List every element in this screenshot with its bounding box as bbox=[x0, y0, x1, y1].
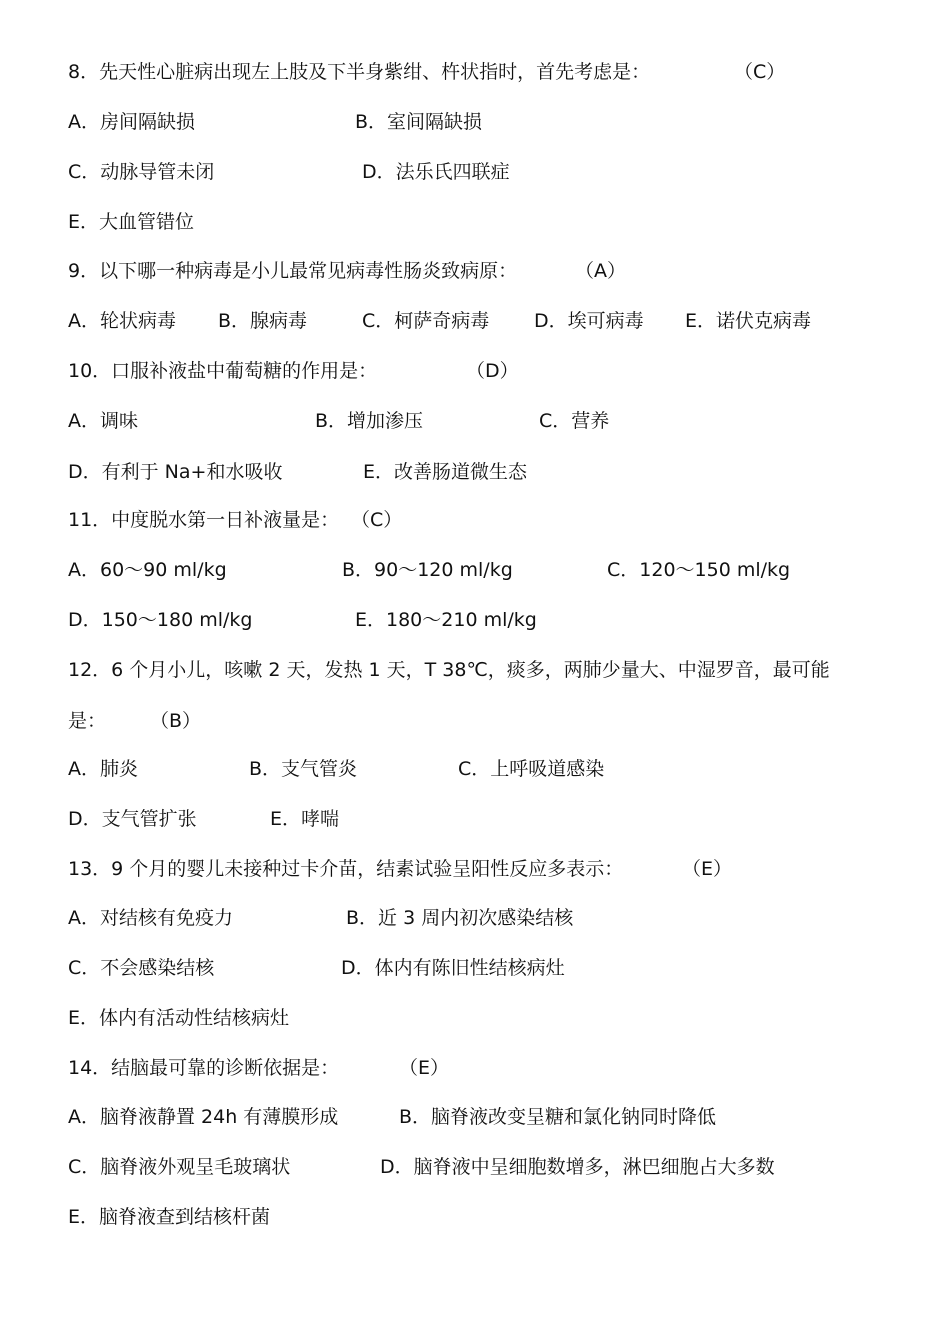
option-c: C．不会感染结核 bbox=[68, 957, 215, 979]
option-a: A．调味 bbox=[68, 410, 138, 432]
option-c: C．脑脊液外观呈毛玻璃状 bbox=[68, 1156, 291, 1178]
option-d: D．支气管扩张 bbox=[68, 808, 197, 830]
question-stem: 8．先天性心脏病出现左上肢及下半身紫绀、杵状指时，首先考虑是： bbox=[68, 61, 651, 83]
option-c: C．上呼吸道感染 bbox=[458, 758, 605, 780]
option-c: C．120～150 ml/kg bbox=[607, 559, 791, 581]
answer-key: （C） bbox=[351, 509, 403, 531]
option-d: D．体内有陈旧性结核病灶 bbox=[341, 957, 565, 979]
answer-key: （B） bbox=[150, 710, 202, 732]
question-stem: 14．结脑最可靠的诊断依据是： bbox=[68, 1057, 340, 1079]
answer-key: （E） bbox=[682, 858, 733, 880]
option-a: A．房间隔缺损 bbox=[68, 111, 195, 133]
option-e: E．脑脊液查到结核杆菌 bbox=[68, 1206, 271, 1228]
option-a: A．脑脊液静置 24h 有薄膜形成 bbox=[68, 1106, 339, 1128]
option-b: B．腺病毒 bbox=[218, 310, 308, 332]
option-e: E．诺伏克病毒 bbox=[685, 310, 812, 332]
option-b: B．支气管炎 bbox=[249, 758, 358, 780]
answer-key: （C） bbox=[734, 61, 786, 83]
option-e: E．180～210 ml/kg bbox=[355, 609, 537, 631]
option-c: C．柯萨奇病毒 bbox=[362, 310, 490, 332]
question-stem: 12．6 个月小儿，咳嗽 2 天，发热 1 天，T 38℃，痰多，两肺少量大、中湿罗音，最可能 bbox=[68, 659, 830, 681]
answer-key: （E） bbox=[399, 1057, 450, 1079]
answer-key: （D） bbox=[466, 360, 519, 382]
option-e: E．大血管错位 bbox=[68, 211, 195, 233]
question-stem: 13．9 个月的婴儿未接种过卡介苗，结素试验呈阳性反应多表示： bbox=[68, 858, 624, 880]
option-c: C．营养 bbox=[539, 410, 610, 432]
option-b: B．近 3 周内初次感染结核 bbox=[346, 907, 574, 929]
option-e: E．体内有活动性结核病灶 bbox=[68, 1007, 290, 1029]
option-e: E．改善肠道微生态 bbox=[363, 461, 528, 483]
option-b: B．室间隔缺损 bbox=[355, 111, 483, 133]
option-a: A．对结核有免疫力 bbox=[68, 907, 233, 929]
option-d: D．法乐氏四联症 bbox=[362, 161, 510, 183]
option-d: D．150～180 ml/kg bbox=[68, 609, 253, 631]
option-c: C．动脉导管未闭 bbox=[68, 161, 215, 183]
option-d: D．脑脊液中呈细胞数增多，淋巴细胞占大多数 bbox=[380, 1156, 775, 1178]
question-stem: 11．中度脱水第一日补液量是： bbox=[68, 509, 340, 531]
question-stem: 9．以下哪一种病毒是小儿最常见病毒性肠炎致病原： bbox=[68, 260, 518, 282]
option-a: A．肺炎 bbox=[68, 758, 138, 780]
answer-key: （A） bbox=[575, 260, 626, 282]
option-a: A．60～90 ml/kg bbox=[68, 559, 227, 581]
question-stem-continuation: 是： bbox=[68, 710, 107, 732]
option-a: A．轮状病毒 bbox=[68, 310, 176, 332]
option-b: B．90～120 ml/kg bbox=[342, 559, 513, 581]
question-stem: 10．口服补液盐中葡萄糖的作用是： bbox=[68, 360, 378, 382]
option-d: D．埃可病毒 bbox=[534, 310, 644, 332]
option-d: D．有利于 Na+和水吸收 bbox=[68, 461, 283, 483]
option-b: B．脑脊液改变呈糖和氯化钠同时降低 bbox=[399, 1106, 717, 1128]
option-e: E．哮喘 bbox=[270, 808, 340, 830]
option-b: B．增加渗压 bbox=[315, 410, 424, 432]
